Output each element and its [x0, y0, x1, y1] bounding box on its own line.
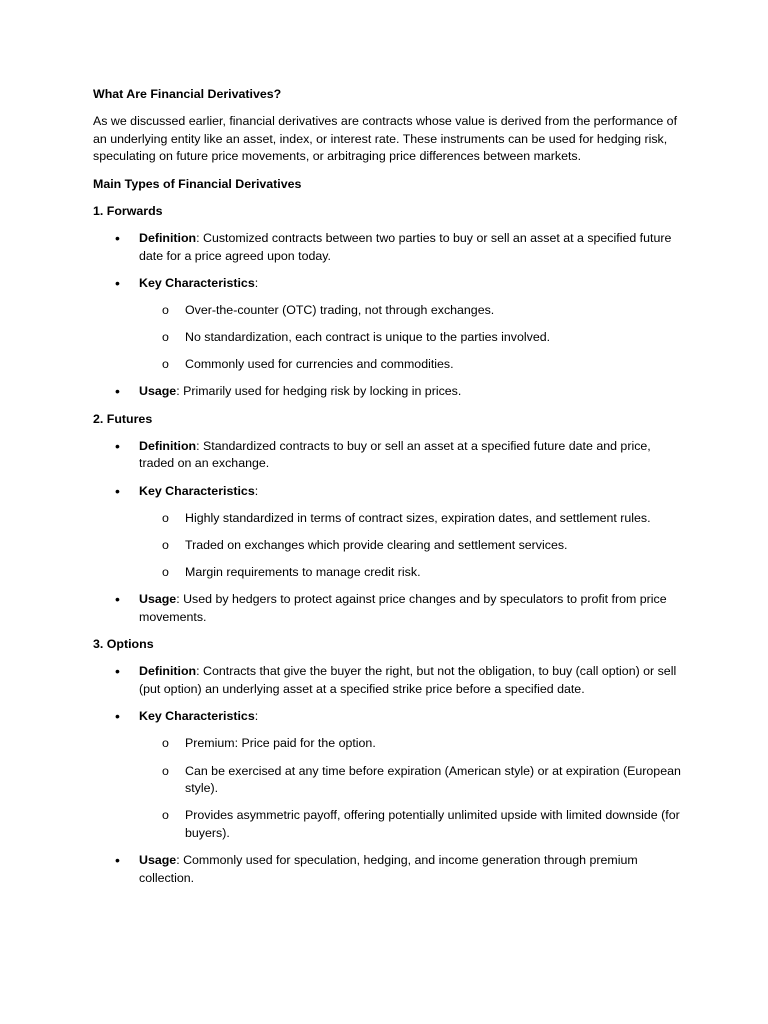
- definition-item: [93, 230, 683, 265]
- sub-bullet-marker: o: [162, 736, 169, 751]
- definition-item: [93, 438, 683, 473]
- bullet-marker: •: [115, 663, 120, 680]
- section-heading: 1. Forwards: [93, 203, 163, 218]
- section-futures: [93, 411, 683, 627]
- characteristic-item: [93, 510, 683, 528]
- sub-bullet-marker: o: [162, 565, 169, 580]
- characteristic-text: No standardization, each contract is unique to the parties involved.: [185, 330, 551, 345]
- characteristic-item: [93, 537, 683, 555]
- key-characteristics-item: [93, 275, 683, 293]
- sub-bullet-marker: o: [162, 510, 169, 525]
- definition-text: : Customized contracts between two parties to buy or sell an asset at a specified future date for a price agreed upon today.: [139, 230, 672, 263]
- bullet-marker: •: [115, 708, 120, 725]
- characteristic-text: Highly standardized in terms of contract sizes, expiration dates, and settlement rules.: [185, 510, 651, 525]
- sub-bullet-marker: o: [162, 538, 169, 552]
- key-characteristics-label: Key Characteristics: [139, 709, 255, 724]
- characteristic-text: Margin requirements to manage credit risk.: [185, 565, 421, 580]
- bullet-marker: •: [115, 274, 120, 291]
- sub-bullet-marker: o: [162, 357, 169, 372]
- usage-item: [93, 383, 683, 401]
- definition-label: Definition: [139, 230, 197, 245]
- intro-paragraph: As we discussed earlier, financial derivatives are contracts whose value is derived from the performance of an underlying entity like an asset, index, or interest rate. These instruments can be used for hedging risk, speculating on future price movements, or arbitraging price differences between markets.: [93, 114, 678, 164]
- sub-bullet-marker: o: [162, 808, 169, 823]
- key-characteristics-item: [93, 483, 683, 501]
- characteristic-item: [93, 735, 683, 753]
- document-page: [93, 86, 683, 897]
- characteristic-text: Traded on exchanges which provide clearing and settlement services.: [185, 538, 568, 552]
- characteristic-text: Commonly used for currencies and commodities.: [185, 357, 454, 372]
- section-heading: 3. Options: [93, 637, 154, 652]
- key-characteristics-label: Key Characteristics: [139, 275, 255, 290]
- usage-label: Usage: [139, 384, 177, 399]
- usage-label: Usage: [139, 592, 177, 607]
- section-forwards: [93, 203, 683, 401]
- usage-item: [93, 852, 683, 887]
- characteristic-item: [93, 763, 683, 798]
- characteristic-item: [93, 807, 683, 842]
- definition-text: : Contracts that give the buyer the right, but not the obligation, to buy (call option) or sell (put option) an underlying asset at a specified strike price before a specified date.: [139, 664, 677, 696]
- key-characteristics-label: Key Characteristics: [139, 483, 255, 498]
- characteristic-item: [93, 356, 683, 374]
- sub-bullet-marker: o: [162, 302, 169, 317]
- key-characteristics-item: [93, 708, 683, 726]
- definition-text: : Standardized contracts to buy or sell an asset at a specified future date and price, traded on an exchange.: [139, 438, 651, 471]
- document-title: What Are Financial Derivatives?: [93, 87, 282, 101]
- usage-text: : Primarily used for hedging risk by locking in prices.: [176, 384, 462, 399]
- bullet-marker: •: [115, 482, 120, 499]
- usage-text: : Commonly used for speculation, hedging, and income generation through premium collection.: [139, 853, 638, 885]
- section-heading: 2. Futures: [93, 411, 153, 426]
- sub-bullet-marker: o: [162, 330, 169, 345]
- usage-label: Usage: [139, 853, 177, 868]
- characteristic-text: Provides asymmetric payoff, offering potentially unlimited upside with limited downside (for buyers).: [185, 808, 680, 840]
- definition-item: [93, 663, 683, 698]
- section-options: [93, 636, 683, 887]
- bullet-marker: •: [115, 437, 120, 454]
- bullet-marker: •: [115, 591, 120, 608]
- bullet-marker: •: [115, 229, 120, 246]
- key-characteristics-colon: :: [254, 483, 259, 498]
- definition-label: Definition: [139, 664, 197, 679]
- characteristic-item: [93, 302, 683, 320]
- key-characteristics-colon: :: [254, 709, 259, 724]
- key-characteristics-colon: :: [254, 275, 259, 290]
- characteristic-item: [93, 564, 683, 582]
- usage-text: : Used by hedgers to protect against price changes and by speculators to profit from price movements.: [139, 592, 667, 624]
- characteristic-item: [93, 329, 683, 347]
- bullet-marker: •: [115, 852, 120, 869]
- characteristic-text: Can be exercised at any time before expiration (American style) or at expiration (European style).: [185, 763, 681, 796]
- main-types-heading: Main Types of Financial Derivatives: [93, 176, 302, 191]
- characteristic-text: Over-the-counter (OTC) trading, not through exchanges.: [185, 302, 495, 317]
- characteristic-text: Premium: Price paid for the option.: [185, 736, 376, 751]
- definition-label: Definition: [139, 438, 197, 453]
- sub-bullet-marker: o: [162, 763, 169, 778]
- usage-item: [93, 591, 683, 626]
- bullet-marker: •: [115, 383, 120, 400]
